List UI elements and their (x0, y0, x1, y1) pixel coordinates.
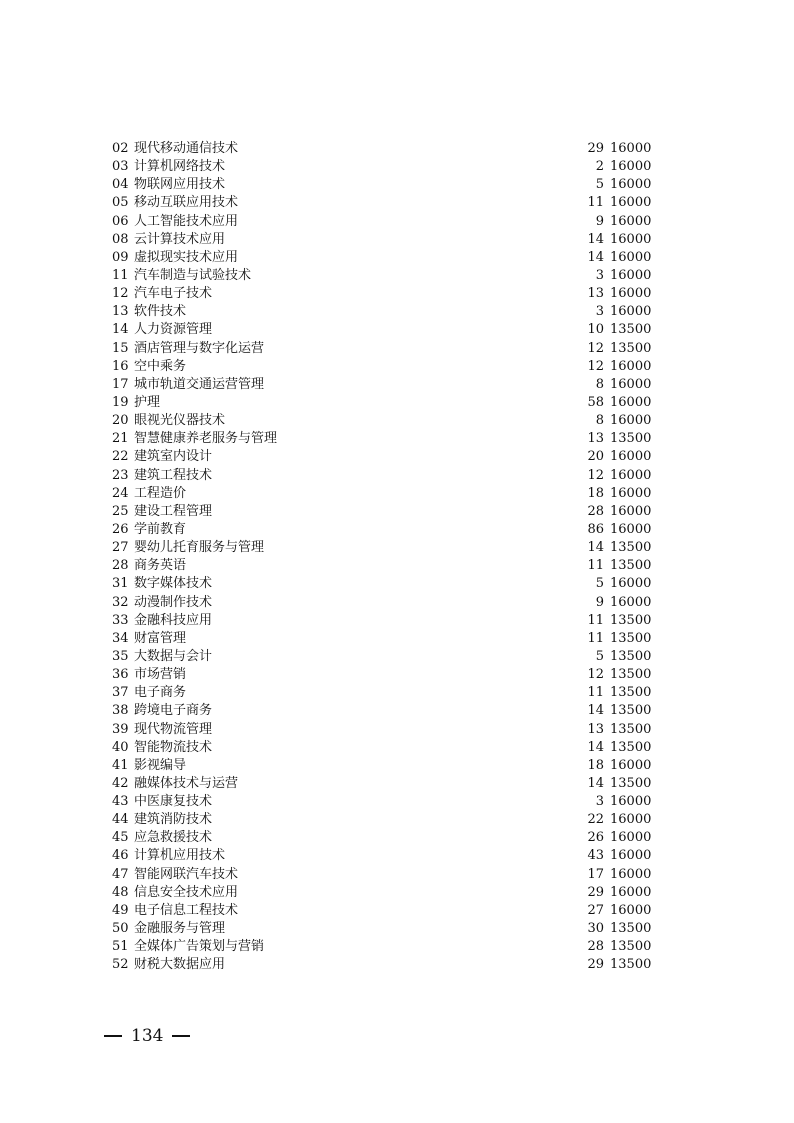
enrollment-count: 11 (587, 685, 604, 701)
major-code: 05 (112, 195, 129, 211)
major-name: 婴幼儿托育服务与管理 (134, 540, 265, 556)
table-row (112, 285, 652, 303)
major-name: 人力资源管理 (134, 322, 213, 338)
major-code: 39 (112, 721, 129, 737)
enrollment-count: 13 (587, 721, 604, 737)
tuition-fee: 16000 (610, 884, 652, 900)
major-name: 信息安全技术应用 (134, 884, 239, 900)
major-name: 计算机应用技术 (134, 848, 226, 864)
table-row (112, 721, 652, 739)
major-code: 06 (112, 213, 129, 229)
enrollment-count: 12 (587, 467, 604, 483)
major-code: 28 (112, 558, 129, 574)
tuition-fee: 13500 (610, 739, 652, 755)
table-row (112, 684, 652, 702)
major-name: 计算机网络技术 (134, 159, 226, 175)
tuition-fee: 16000 (610, 213, 652, 229)
table-row (112, 267, 652, 285)
table-row (112, 176, 652, 194)
major-name: 工程造价 (134, 485, 187, 501)
major-code: 38 (112, 703, 129, 719)
tuition-fee: 16000 (610, 848, 652, 864)
major-code: 51 (112, 939, 129, 955)
enrollment-count: 12 (587, 667, 604, 683)
major-name: 护理 (134, 394, 161, 410)
major-name: 汽车电子技术 (134, 286, 213, 302)
major-code: 45 (112, 830, 129, 846)
enrollment-count: 26 (587, 830, 604, 846)
tuition-fee: 16000 (610, 449, 652, 465)
major-name: 智能网联汽车技术 (134, 866, 239, 882)
table-row (112, 956, 652, 974)
page-footer (104, 1024, 190, 1048)
table-row (112, 866, 652, 884)
major-code: 12 (112, 286, 129, 302)
table-row (112, 485, 652, 503)
major-code: 16 (112, 358, 129, 374)
major-code: 35 (112, 648, 129, 664)
table-row (112, 847, 652, 865)
tuition-fee: 13500 (610, 431, 652, 447)
major-code: 27 (112, 540, 129, 556)
major-code: 20 (112, 413, 129, 429)
tuition-fee: 16000 (610, 757, 652, 773)
tuition-fee: 16000 (610, 159, 652, 175)
major-code: 37 (112, 685, 129, 701)
major-code: 22 (112, 449, 129, 465)
tuition-fee: 16000 (610, 503, 652, 519)
enrollment-count: 14 (587, 540, 604, 556)
enrollment-count: 27 (587, 902, 604, 918)
major-code: 34 (112, 630, 129, 646)
major-code: 08 (112, 231, 129, 247)
major-code: 24 (112, 485, 129, 501)
tuition-fee: 13500 (610, 921, 652, 937)
major-name: 汽车制造与试验技术 (134, 267, 252, 283)
table-row (112, 739, 652, 757)
major-name: 虚拟现实技术应用 (134, 249, 239, 265)
table-row (112, 539, 652, 557)
enrollment-count: 20 (587, 449, 604, 465)
enrollment-count: 9 (595, 594, 604, 610)
tuition-fee: 16000 (610, 467, 652, 483)
major-code: 44 (112, 812, 129, 828)
enrollment-count: 18 (587, 757, 604, 773)
page-number: 134 (131, 1026, 164, 1046)
tuition-fee: 16000 (610, 231, 652, 247)
enrollment-count: 29 (587, 884, 604, 900)
tuition-fee: 16000 (610, 141, 652, 156)
major-code: 04 (112, 177, 129, 193)
major-name: 建筑消防技术 (134, 812, 213, 828)
tuition-fee: 16000 (610, 358, 652, 374)
enrollment-count: 18 (587, 485, 604, 501)
enrollment-count: 8 (595, 376, 604, 392)
major-name: 建设工程管理 (134, 503, 213, 519)
major-name: 酒店管理与数字化运营 (134, 340, 265, 356)
tuition-fee: 13500 (610, 703, 652, 719)
enrollment-count: 86 (587, 521, 604, 537)
enrollment-count: 8 (595, 413, 604, 429)
table-row (112, 358, 652, 376)
major-code: 43 (112, 794, 129, 810)
tuition-fee: 16000 (610, 521, 652, 537)
major-name: 融媒体技术与运营 (134, 775, 239, 791)
table-row (112, 575, 652, 593)
table-row (112, 829, 652, 847)
major-name: 应急救援技术 (134, 830, 213, 846)
tuition-fee: 13500 (610, 667, 652, 683)
major-code: 13 (112, 304, 129, 320)
major-name: 智能物流技术 (134, 739, 213, 755)
enrollment-count: 9 (595, 213, 604, 229)
major-name: 中医康复技术 (134, 794, 213, 810)
enrollment-count: 13 (587, 286, 604, 302)
tuition-fee: 13500 (610, 775, 652, 791)
tuition-fee: 16000 (610, 267, 652, 283)
enrollment-count: 30 (587, 921, 604, 937)
major-code: 09 (112, 249, 129, 265)
major-name: 财富管理 (134, 630, 187, 646)
tuition-fee: 13500 (610, 558, 652, 574)
major-name: 智慧健康养老服务与管理 (134, 431, 278, 447)
tuition-fee: 16000 (610, 394, 652, 410)
enrollment-count: 12 (587, 358, 604, 374)
major-code: 21 (112, 431, 129, 447)
major-name: 空中乘务 (134, 358, 187, 374)
enrollment-count: 13 (587, 431, 604, 447)
table-row (112, 920, 652, 938)
table-row (112, 811, 652, 829)
tuition-fee: 13500 (610, 939, 652, 955)
table-row (112, 448, 652, 466)
tuition-fee: 13500 (610, 957, 652, 973)
table-row (112, 158, 652, 176)
enrollment-count: 28 (587, 939, 604, 955)
enrollment-count: 3 (595, 267, 604, 283)
table-row (112, 140, 652, 158)
tuition-fee: 16000 (610, 249, 652, 265)
enrollment-count: 5 (595, 576, 604, 592)
table-row (112, 521, 652, 539)
enrollment-count: 11 (587, 195, 604, 211)
major-name: 软件技术 (134, 304, 187, 320)
enrollment-count: 29 (587, 957, 604, 973)
major-name: 电子信息工程技术 (134, 902, 239, 918)
enrollment-count: 11 (587, 558, 604, 574)
tuition-fee: 16000 (610, 376, 652, 392)
table-row (112, 394, 652, 412)
table-row (112, 775, 652, 793)
major-name: 建筑工程技术 (134, 467, 213, 483)
tuition-fee: 13500 (610, 648, 652, 664)
tuition-fee: 16000 (610, 594, 652, 610)
tuition-fee: 16000 (610, 830, 652, 846)
major-name: 商务英语 (134, 558, 187, 574)
tuition-fee: 16000 (610, 195, 652, 211)
major-code: 42 (112, 775, 129, 791)
tuition-fee: 13500 (610, 630, 652, 646)
major-name: 金融服务与管理 (134, 921, 226, 937)
major-code: 15 (112, 340, 129, 356)
major-name: 财税大数据应用 (134, 957, 226, 973)
major-name: 影视编导 (134, 757, 187, 773)
enrollment-count: 11 (587, 612, 604, 628)
enrollment-count: 14 (587, 739, 604, 755)
table-row (112, 612, 652, 630)
tuition-fee: 16000 (610, 794, 652, 810)
major-code: 41 (112, 757, 129, 773)
major-code: 33 (112, 612, 129, 628)
left-dash (104, 1035, 122, 1037)
table-row (112, 757, 652, 775)
enrollment-count: 28 (587, 503, 604, 519)
table-row (112, 231, 652, 249)
enrollment-count: 11 (587, 630, 604, 646)
major-code: 48 (112, 884, 129, 900)
tuition-fee: 16000 (610, 304, 652, 320)
major-code: 26 (112, 521, 129, 537)
major-code: 25 (112, 503, 129, 519)
major-code: 02 (112, 141, 129, 156)
tuition-fee: 16000 (610, 286, 652, 302)
major-name: 物联网应用技术 (134, 177, 226, 193)
major-code: 47 (112, 866, 129, 882)
tuition-fee: 13500 (610, 721, 652, 737)
table-row (112, 557, 652, 575)
table-row (112, 648, 652, 666)
major-name: 动漫制作技术 (134, 594, 213, 610)
major-code: 17 (112, 376, 129, 392)
enrollment-count: 17 (587, 866, 604, 882)
enrollment-count: 14 (587, 775, 604, 791)
tuition-fee: 13500 (610, 685, 652, 701)
table-row (112, 884, 652, 902)
major-code: 46 (112, 848, 129, 864)
major-name: 数字媒体技术 (134, 576, 213, 592)
table-row (112, 594, 652, 612)
table-row (112, 902, 652, 920)
major-code: 49 (112, 902, 129, 918)
table-row (112, 213, 652, 231)
major-name: 跨境电子商务 (134, 703, 213, 719)
major-name: 金融科技应用 (134, 612, 213, 628)
tuition-fee: 16000 (610, 177, 652, 193)
major-name: 电子商务 (134, 685, 187, 701)
major-name: 学前教育 (134, 521, 187, 537)
table-row (112, 467, 652, 485)
major-name: 现代物流管理 (134, 721, 213, 737)
tuition-fee: 13500 (610, 540, 652, 556)
table-row (112, 340, 652, 358)
major-code: 31 (112, 576, 129, 592)
majors-table (112, 140, 652, 974)
major-name: 市场营销 (134, 667, 187, 683)
tuition-fee: 16000 (610, 576, 652, 592)
table-row (112, 249, 652, 267)
tuition-fee: 16000 (610, 866, 652, 882)
enrollment-count: 5 (595, 177, 604, 193)
tuition-fee: 13500 (610, 612, 652, 628)
enrollment-count: 10 (587, 322, 604, 338)
enrollment-count: 12 (587, 340, 604, 356)
major-code: 11 (112, 267, 129, 283)
tuition-fee: 16000 (610, 812, 652, 828)
table-row (112, 503, 652, 521)
table-row (112, 430, 652, 448)
right-dash (172, 1035, 190, 1037)
enrollment-count: 58 (587, 394, 604, 410)
major-name: 城市轨道交通运营管理 (134, 376, 265, 392)
major-code: 19 (112, 394, 129, 410)
major-name: 全媒体广告策划与营销 (134, 939, 265, 955)
major-name: 建筑室内设计 (134, 449, 213, 465)
enrollment-count: 29 (587, 141, 604, 156)
major-name: 移动互联应用技术 (134, 195, 239, 211)
enrollment-count: 3 (595, 794, 604, 810)
major-code: 36 (112, 667, 129, 683)
major-name: 人工智能技术应用 (134, 213, 239, 229)
table-row (112, 793, 652, 811)
major-code: 23 (112, 467, 129, 483)
tuition-fee: 16000 (610, 485, 652, 501)
enrollment-count: 22 (587, 812, 604, 828)
table-row (112, 321, 652, 339)
major-name: 现代移动通信技术 (134, 141, 239, 156)
table-row (112, 938, 652, 956)
table-row (112, 376, 652, 394)
enrollment-count: 3 (595, 304, 604, 320)
major-code: 52 (112, 957, 129, 973)
table-row (112, 630, 652, 648)
table-row (112, 194, 652, 212)
enrollment-count: 2 (595, 159, 604, 175)
major-code: 03 (112, 159, 129, 175)
tuition-fee: 16000 (610, 413, 652, 429)
enrollment-count: 43 (587, 848, 604, 864)
tuition-fee: 13500 (610, 340, 652, 356)
table-row (112, 702, 652, 720)
enrollment-count: 14 (587, 249, 604, 265)
table-row (112, 412, 652, 430)
tuition-fee: 16000 (610, 902, 652, 918)
enrollment-count: 14 (587, 703, 604, 719)
table-row (112, 666, 652, 684)
major-code: 14 (112, 322, 129, 338)
tuition-fee: 13500 (610, 322, 652, 338)
major-code: 50 (112, 921, 129, 937)
major-name: 云计算技术应用 (134, 231, 226, 247)
enrollment-count: 14 (587, 231, 604, 247)
major-code: 40 (112, 739, 129, 755)
major-code: 32 (112, 594, 129, 610)
major-name: 大数据与会计 (134, 648, 213, 664)
table-row (112, 303, 652, 321)
major-name: 眼视光仪器技术 (134, 413, 226, 429)
enrollment-count: 5 (595, 648, 604, 664)
